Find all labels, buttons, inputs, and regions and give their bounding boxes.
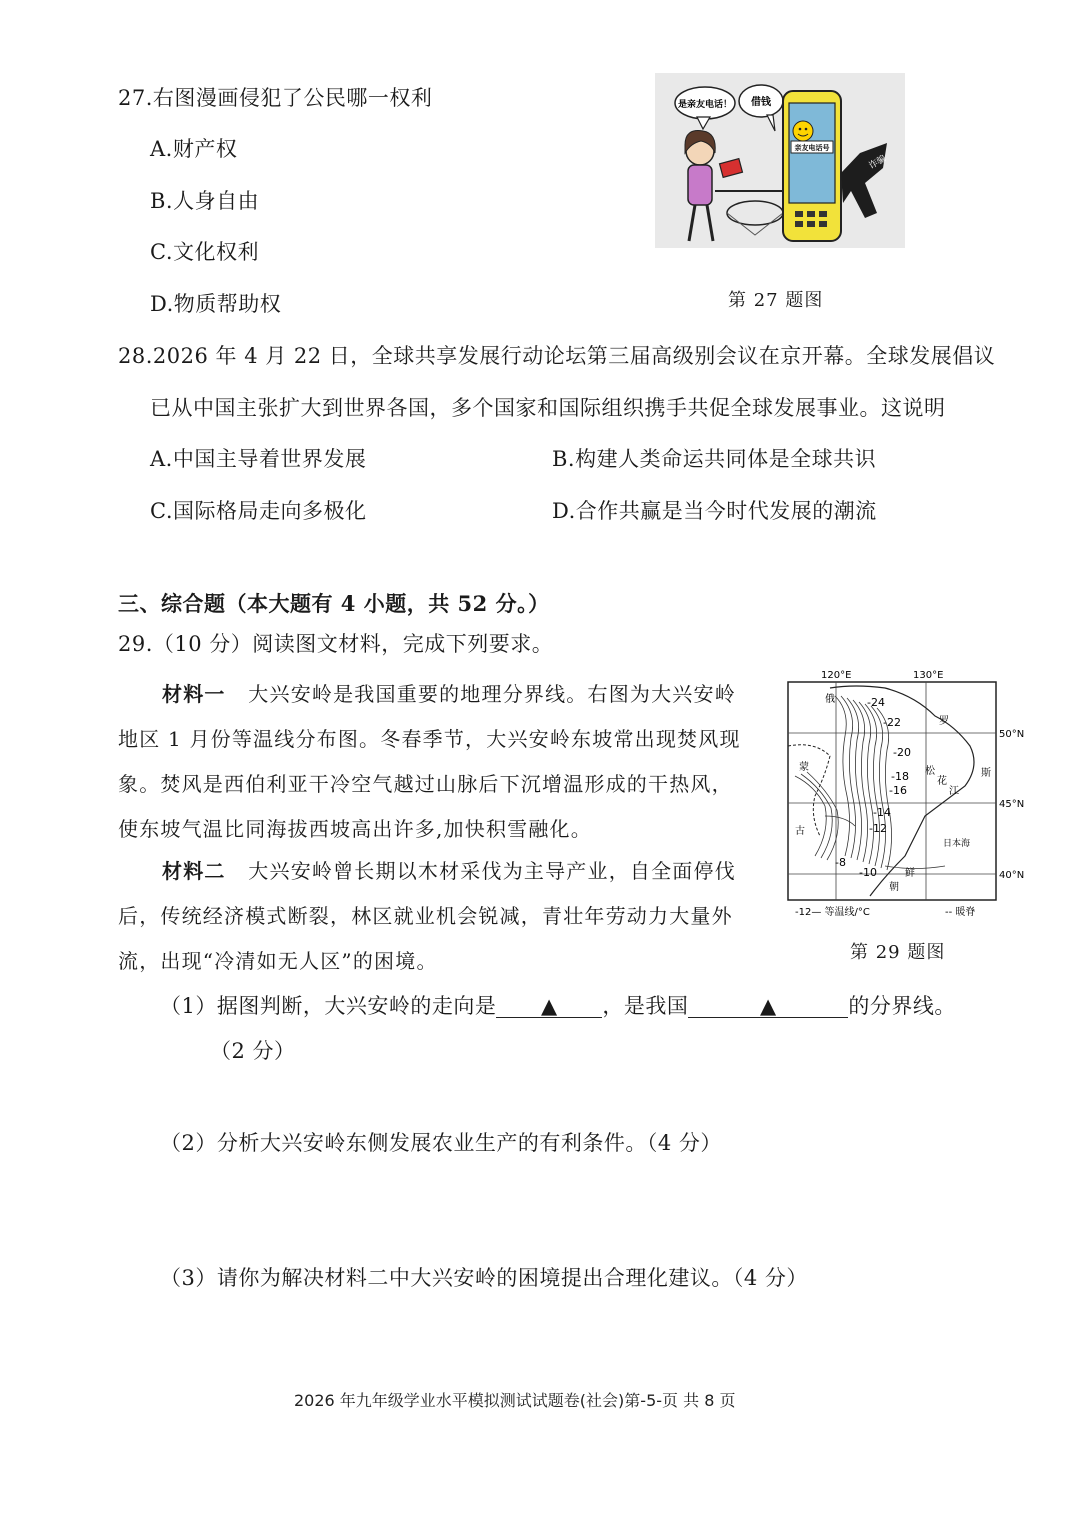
- q28-line-2: 已从中国主张扩大到世界各国，多个国家和国际组织携手共促全球发展事业。这说明: [150, 396, 946, 420]
- q27-scam-tag: 诈骗: [867, 153, 889, 172]
- q29-sub-1-text-a: （1）据图判断，大兴安岭的走向是: [160, 994, 497, 1018]
- blank-marker-1: ▲: [541, 994, 558, 1018]
- map-legend-isotherm: -12— 等温线/°C: [795, 907, 870, 918]
- q29-sub-3: （3）请你为解决材料二中大兴安岭的困境提出合理化建议。（4 分）: [160, 1266, 808, 1290]
- place-label-4: 蒙: [799, 762, 809, 773]
- isotherm-label-m18: -18: [891, 770, 909, 783]
- q29-material-1-text-1: 大兴安岭是我国重要的地理分界线。右图为大兴安岭: [248, 682, 736, 706]
- place-label-6: 日本海: [943, 839, 971, 849]
- q27-option-a: A.财产权: [150, 137, 238, 161]
- q27-stem: 27.右图漫画侵犯了公民哪一权利: [118, 86, 433, 110]
- q29-material-2-text-1: 大兴安岭曾长期以木材采伐为主导产业，自全面停伐: [248, 859, 736, 883]
- q29-material-1-line-1: [162, 678, 736, 707]
- q29-sub-1: [160, 990, 956, 1020]
- isotherm-label-m12: -12: [869, 822, 887, 835]
- q27-option-c: C.文化权利: [150, 240, 259, 264]
- blank-marker-2: ▲: [760, 994, 777, 1018]
- q29-material-1-line-2: 地区 1 月份等温线分布图。冬春季节，大兴安岭东坡常出现焚风现: [118, 727, 741, 751]
- q29-sub-2: （2）分析大兴安岭东侧发展农业生产的有利条件。（4 分）: [160, 1131, 722, 1155]
- isotherm-label-m20: -20: [893, 746, 911, 759]
- q29-isotherm-map: [785, 666, 1030, 926]
- q29-sub-1-blank-2[interactable]: [688, 995, 848, 1018]
- map-lat-label-40: 40°N: [999, 870, 1025, 881]
- q29-sub-1-text-c: 的分界线。: [848, 994, 956, 1018]
- place-label-9: 松: [925, 766, 935, 777]
- q29-stem: 29.（10 分）阅读图文材料，完成下列要求。: [118, 632, 554, 656]
- q29-material-2-label: 材料二: [162, 859, 226, 883]
- page-footer: 2026 年九年级学业水平模拟测试试题卷(社会)第-5-页 共 8 页: [294, 1391, 736, 1410]
- q27-option-d: D.物质帮助权: [150, 292, 282, 316]
- isotherm-label-m14: -14: [873, 806, 891, 819]
- isotherm-label-m24: -24: [867, 696, 885, 709]
- q27-bubble-1: 是亲友电话！: [677, 100, 733, 110]
- place-label-8: 鲜: [905, 868, 915, 879]
- place-label-11: 江: [949, 786, 959, 797]
- q27-cartoon: [655, 73, 905, 248]
- map-legend-ridge: -- 暖脊: [945, 907, 976, 918]
- place-label-7: 朝: [889, 882, 899, 893]
- q27-cartoon-drawing: [655, 73, 905, 248]
- q27-bubble-2: 借钱: [751, 97, 771, 108]
- map-lon-label-130: 130°E: [913, 670, 944, 681]
- place-label-1: 俄: [825, 694, 835, 705]
- place-label-10: 花: [937, 776, 947, 787]
- place-label-3: 斯: [981, 768, 991, 779]
- isotherm-label-m8: -8: [835, 856, 846, 869]
- q29-map-drawing: [785, 666, 1030, 926]
- q29-sub-1-blank-1[interactable]: [496, 995, 602, 1018]
- place-label-5: 古: [795, 826, 805, 837]
- isotherm-label-m22: -22: [883, 716, 901, 729]
- q28-option-d: D.合作共赢是当今时代发展的潮流: [552, 499, 877, 523]
- isotherm-label-m10: -10: [859, 866, 877, 879]
- q29-material-1-label: 材料一: [162, 682, 226, 706]
- q28-line-1: 28.2026 年 4 月 22 日，全球共享发展行动论坛第三届高级别会议在京开幕。全球发展倡议: [118, 344, 996, 368]
- q27-phone-sign: 亲友电话号: [794, 144, 830, 152]
- section-3-heading: 三、综合题（本大题有 4 小题，共 52 分。）: [118, 591, 550, 616]
- map-lat-label-50: 50°N: [999, 729, 1025, 740]
- q29-material-1-line-4: 使东坡气温比同海拔西坡高出许多,加快积雪融化。: [118, 817, 592, 841]
- isotherm-label-m16: -16: [889, 784, 907, 797]
- q29-figure-caption: 第 29 题图: [850, 942, 946, 963]
- q27-figure-caption: 第 27 题图: [728, 290, 824, 311]
- q29-material-1-line-3: 象。焚风是西伯利亚干冷空气越过山脉后下沉增温形成的干热风，: [118, 772, 733, 796]
- q27-option-b: B.人身自由: [150, 189, 260, 213]
- place-label-2: 罗: [939, 716, 949, 727]
- q28-option-a: A.中国主导着世界发展: [150, 447, 367, 471]
- map-lat-label-45: 45°N: [999, 799, 1025, 810]
- q29-sub-1-score: （2 分）: [210, 1039, 296, 1063]
- q29-sub-1-text-b: ，是我国: [602, 994, 689, 1018]
- map-lon-label-120: 120°E: [821, 670, 852, 681]
- q29-material-2-line-1: [162, 855, 736, 884]
- q28-option-b: B.构建人类命运共同体是全球共识: [552, 447, 877, 471]
- q28-option-c: C.国际格局走向多极化: [150, 499, 367, 523]
- q29-material-2-line-3: 流，出现“冷清如无人区”的困境。: [118, 949, 438, 973]
- q29-material-2-line-2: 后，传统经济模式断裂，林区就业机会锐减，青壮年劳动力大量外: [118, 904, 733, 928]
